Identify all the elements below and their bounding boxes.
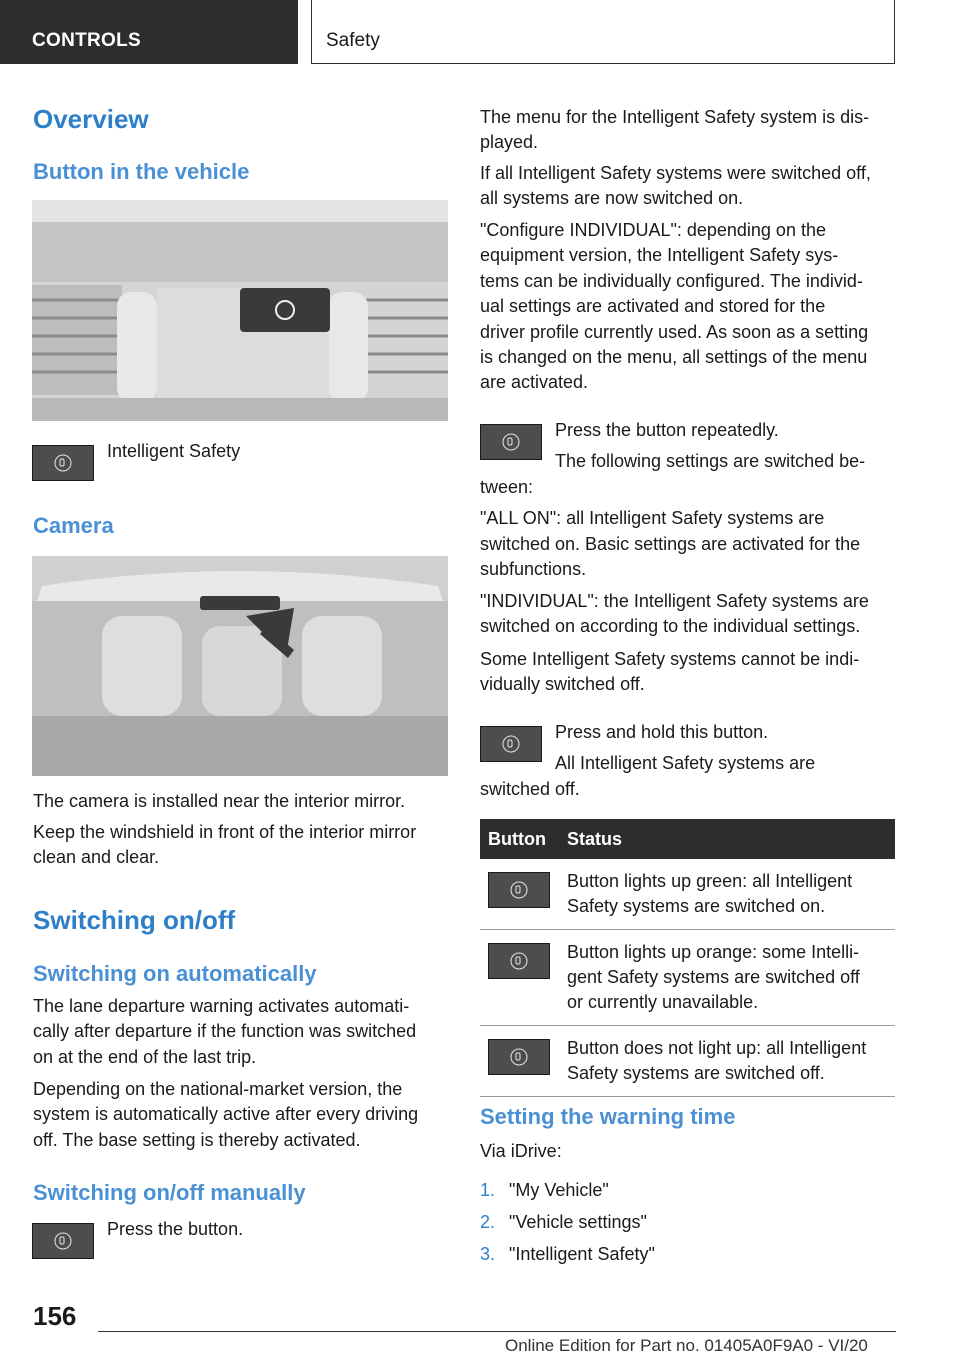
some-text-b: vidually switched off. <box>480 674 645 694</box>
button-caption: Intelligent Safety <box>107 441 241 461</box>
col-button: Button <box>480 819 559 859</box>
repeat-button-icon <box>480 424 542 460</box>
menu-text-b: played. <box>480 132 539 152</box>
camera-heading: Camera <box>33 513 114 538</box>
green-status-b: Safety systems are switched on. <box>567 896 826 916</box>
configure-text-7: are activated. <box>480 372 589 392</box>
green-button-icon <box>488 872 550 908</box>
via-idrive-text: Via iDrive: <box>480 1141 562 1161</box>
table-row <box>480 1026 895 1097</box>
auto-text-1c: on at the end of the last trip. <box>33 1047 257 1067</box>
camera-photo <box>32 556 448 776</box>
auto-text-2a: Depending on the national-market version, the <box>33 1079 403 1099</box>
table-header-row <box>480 819 895 859</box>
camera-text-1: The camera is installed near the interior mirror. <box>33 791 406 811</box>
switching-title: Switching on/off <box>33 905 236 935</box>
dashboard-illustration <box>32 200 448 421</box>
chapter-label: Safety <box>326 30 380 51</box>
section-label: CONTROLS <box>32 30 142 51</box>
off-status-b: Safety systems are switched off. <box>567 1063 825 1083</box>
configure-text-5: driver profile currently used. As soon as a setting <box>480 322 869 342</box>
step-text: "Vehicle settings" <box>509 1212 647 1232</box>
off-status-a: Button does not light up: all Intelligent <box>567 1038 867 1058</box>
table-row <box>480 859 895 930</box>
auto-text-1b: cally after departure if the function was switched <box>33 1021 417 1041</box>
auto-text-2b: system is automatically active after every driving <box>33 1104 419 1124</box>
off-button-icon <box>488 1039 550 1075</box>
all-off-text-a: If all Intelligent Safety systems were switched off, <box>480 163 871 183</box>
step-number: 1. <box>480 1180 496 1200</box>
camera-text-2a: Keep the windshield in front of the interior mirror <box>33 822 417 842</box>
warning-time-heading: Setting the warning time <box>480 1104 736 1129</box>
all-on-text-b: switched on. Basic settings are activated for the <box>480 534 861 554</box>
orange-status-c: or currently unavailable. <box>567 992 759 1012</box>
chapter-tab <box>311 0 895 64</box>
step-text: "Intelligent Safety" <box>509 1244 655 1264</box>
section-tab <box>0 0 298 64</box>
configure-text-2: equipment version, the Intelligent Safety sys- <box>480 245 839 265</box>
green-status-a: Button lights up green: all Intelligent <box>567 871 853 891</box>
configure-text-6: is changed on the menu, all settings of the menu <box>480 347 868 367</box>
dashboard-button-photo <box>32 200 448 421</box>
following-text-b: tween: <box>480 477 534 497</box>
all-on-text-c: subfunctions. <box>480 559 587 579</box>
individual-text-b: switched on according to the individual settings. <box>480 616 861 636</box>
col-status: Status <box>559 819 895 859</box>
manual-text: Press the button. <box>107 1219 244 1239</box>
auto-heading: Switching on automatically <box>33 961 317 986</box>
all-off-text-b: all systems are now switched on. <box>480 188 744 208</box>
overview-title: Overview <box>33 104 149 134</box>
orange-status-a: Button lights up orange: some Intelli- <box>567 942 860 962</box>
auto-text-1a: The lane departure warning activates automati- <box>33 996 410 1016</box>
orange-button-icon <box>488 943 550 979</box>
hold-button-icon <box>480 726 542 762</box>
configure-text-4: ual settings are activated and stored for the <box>480 296 826 316</box>
manual-button-icon <box>32 1223 94 1259</box>
all-on-text-a: "ALL ON": all Intelligent Safety systems are <box>480 508 825 528</box>
all-switched-off-b: switched off. <box>480 779 580 799</box>
individual-text-a: "INDIVIDUAL": the Intelligent Safety systems are <box>480 591 869 611</box>
footer-divider <box>98 1331 896 1332</box>
camera-illustration <box>32 556 448 776</box>
press-repeatedly-text: Press the button repeatedly. <box>555 420 779 440</box>
camera-text-2b: clean and clear. <box>33 847 160 867</box>
step-number: 3. <box>480 1244 496 1264</box>
configure-text-3: tems can be individually configured. The individ- <box>480 271 863 291</box>
press-hold-text: Press and hold this button. <box>555 722 769 742</box>
manual-heading: Switching on/off manually <box>33 1180 306 1205</box>
auto-text-2c: off. The base setting is thereby activated. <box>33 1130 361 1150</box>
button-heading: Button in the vehicle <box>33 159 250 184</box>
page-number: 156 <box>33 1301 77 1331</box>
status-table <box>480 819 895 1097</box>
orange-status-b: gent Safety systems are switched off <box>567 967 860 987</box>
configure-text-1: "Configure INDIVIDUAL": depending on the <box>480 220 826 240</box>
step-text: "My Vehicle" <box>509 1180 609 1200</box>
some-text-a: Some Intelligent Safety systems cannot be indi- <box>480 649 860 669</box>
menu-text-a: The menu for the Intelligent Safety system is dis- <box>480 107 870 127</box>
following-text-a: The following settings are switched be- <box>555 451 866 471</box>
edition-text: Online Edition for Part no. 01405A0F9A0 - VI/20 <box>505 1336 868 1355</box>
intelligent-safety-button-icon <box>32 445 94 481</box>
table-row <box>480 930 895 1026</box>
all-switched-off-a: All Intelligent Safety systems are <box>555 753 816 773</box>
step-number: 2. <box>480 1212 496 1232</box>
